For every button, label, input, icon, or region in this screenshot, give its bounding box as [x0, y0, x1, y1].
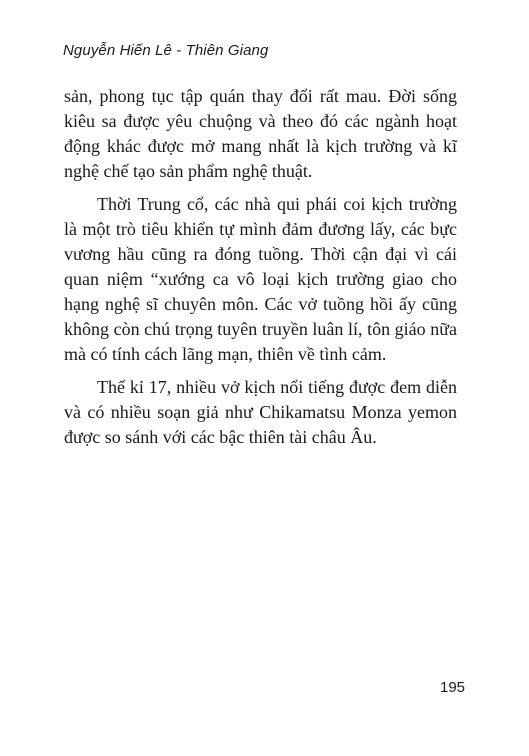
page-number: 195: [440, 679, 466, 696]
page-body: [64, 84, 457, 458]
paragraph-continuation: sản, phong tục tập quán thay đổi rất mau. Đời sống kiêu sa được yêu chuộng và theo đó các ngành hoạt động khác được mở mang nhất là kịch trường và kĩ nghệ chế tạo sản phẩm nghệ thuật.: [64, 86, 457, 181]
paragraph-middle-ages: Thời Trung cổ, các nhà qui phái coi kịch trường là một trò tiêu khiển tự mình đảm đương lấy, các bực vương hầu cũng ra đóng tuồng. Thời cận đại vì cái quan niệm “xướng ca vô loại kịch trường giao cho hạng nghệ sĩ chuyên môn. Các vở tuồng hồi ấy cũng không còn chú trọng tuyên truyền luân lí, tôn giáo nữa mà có tính cách lãng mạn, thiên về tình cảm.: [64, 194, 457, 364]
paragraph-17th-century: Thế kỉ 17, nhiều vở kịch nổi tiếng được đem diễn và có nhiều soạn giả như Chikamatsu Monza yemon được so sánh với các bậc thiên tài châu Âu.: [64, 377, 457, 447]
running-header: Nguyễn Hiến Lê - Thiên Giang: [63, 42, 269, 59]
